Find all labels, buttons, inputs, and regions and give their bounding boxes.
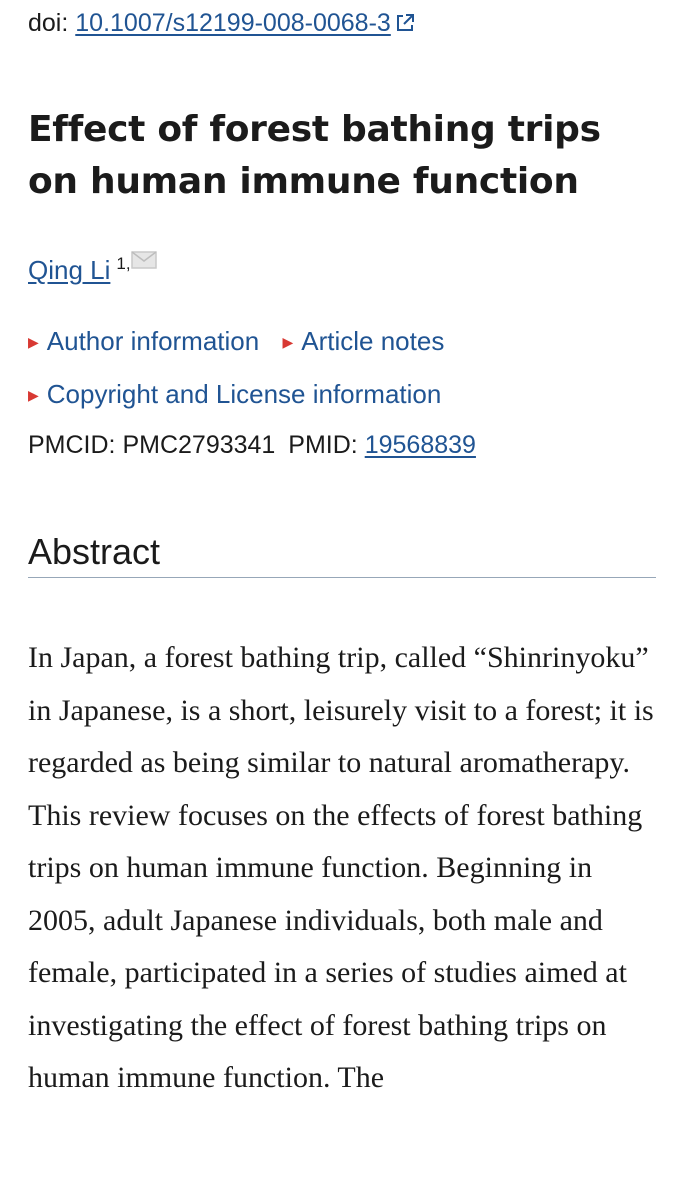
section-divider [28, 577, 656, 578]
envelope-icon[interactable] [131, 242, 157, 278]
triangle-right-icon: ▶ [28, 334, 39, 350]
doi-link[interactable]: 10.1007/s12199-008-0068-3 [75, 9, 391, 37]
abstract-text: In Japan, a forest bathing trip, called “Shinrinyoku” in Japanese, is a short, leisurely visit to a forest; it is regarded as being similar to natural aromatherapy. This review focuses on the effects of forest bathing trips on human immune function. Beginning in 2005, adult Japanese individuals, both male and female, participated in a series of studies aimed at investigating the effect of forest bathing trips on human immune function. The [28, 641, 654, 1094]
article-ids [28, 428, 476, 462]
author-row [28, 242, 157, 288]
affiliation-superscript: 1, [116, 254, 131, 273]
external-link-icon[interactable] [395, 8, 415, 42]
pmcid-label: PMCID: [28, 431, 116, 459]
author-information-toggle[interactable] [28, 324, 259, 359]
accordion-row-1 [28, 324, 444, 359]
article-notes-label: Article notes [301, 326, 445, 356]
triangle-right-icon: ▶ [282, 334, 294, 350]
accordion-row-2 [28, 377, 441, 412]
copyright-license-label: Copyright and License information [46, 379, 442, 409]
doi-label: doi: [28, 9, 69, 37]
author-link[interactable]: Qing Li [28, 255, 111, 285]
pmcid-value: PMC2793341 [122, 431, 276, 459]
doi-row [28, 6, 415, 42]
author-information-label: Author information [46, 326, 260, 356]
pmid-link[interactable]: 19568839 [364, 431, 476, 459]
pmid-label: PMID: [288, 431, 358, 459]
abstract-heading: Abstract [28, 531, 161, 572]
article-notes-toggle[interactable] [282, 324, 444, 359]
article-title: Effect of forest bathing trips on human immune function [28, 109, 601, 202]
triangle-right-icon: ▶ [28, 387, 39, 403]
copyright-license-toggle[interactable] [28, 377, 441, 412]
